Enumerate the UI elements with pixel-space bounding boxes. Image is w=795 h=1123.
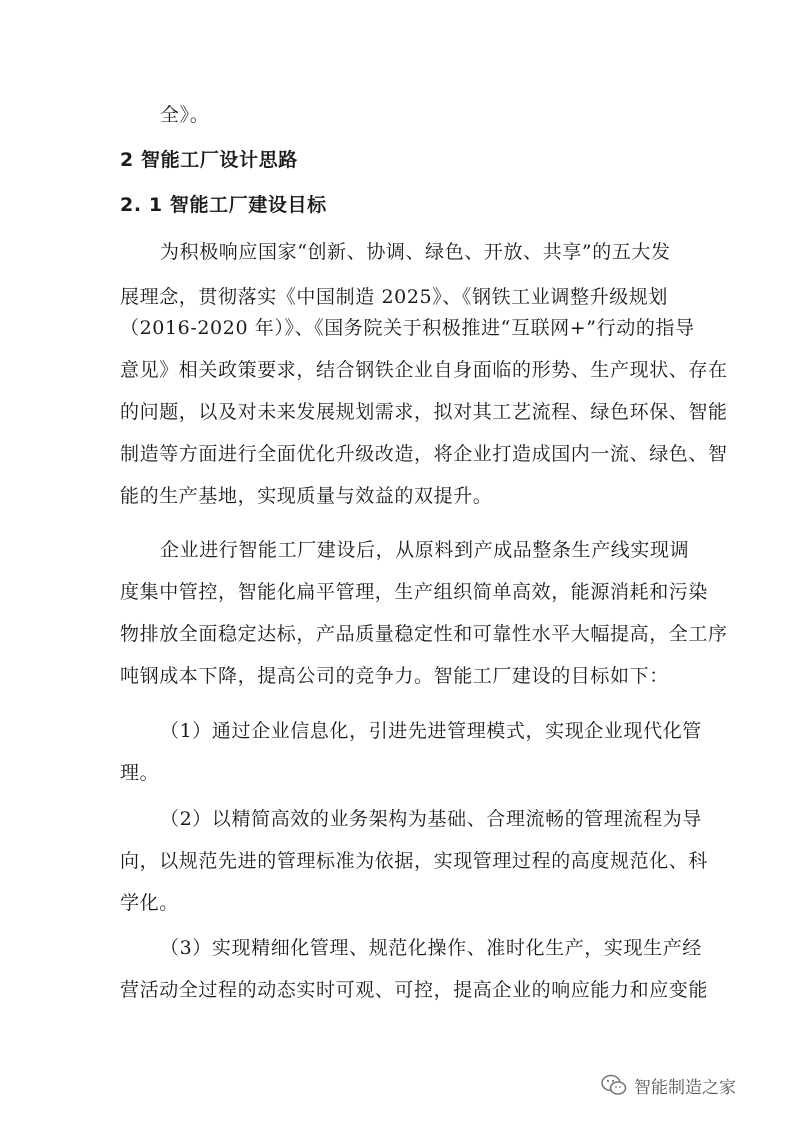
text-line: 制造等方面进行全面优化升级改造，将企业打造成国内一流、绿色、智 <box>120 443 728 465</box>
text-line: 营活动全过程的动态实时可观、可控，提高企业的响应能力和应变能 <box>120 979 709 1001</box>
text-line: 意见》相关政策要求，结合钢铁企业自身面临的形势、生产现状、存在 <box>120 359 728 381</box>
text-line: 展理念，贯彻落实《中国制造 2025》、《钢铁工业调整升级规划 <box>120 286 668 308</box>
text-line: 物排放全面稳定达标，产品质量稳定性和可靠性水平大幅提高，全工序 <box>120 623 728 645</box>
text-line: 的问题，以及对未来发展规划需求，拟对其工艺流程、绿色环保、智能 <box>120 401 728 423</box>
list-item: （2）以精简高效的业务架构为基础、合理流畅的管理流程为导 <box>160 808 702 830</box>
text-line: 能的生产基地，实现质量与效益的双提升。 <box>120 485 493 507</box>
text-line: 度集中管控，智能化扁平管理，生产组织简单高效，能源消耗和污染 <box>120 581 709 603</box>
text-line: （2016-2020 年）》、《国务院关于积极推进“互联网+”行动的指导 <box>120 317 695 339</box>
section-heading: 2 智能工厂设计思路 <box>120 149 298 171</box>
text-line: 企业进行智能工厂建设后，从原料到产成品整条生产线实现调 <box>160 539 690 561</box>
text-line: 为积极响应国家“创新、协调、绿色、开放、共享”的五大发 <box>160 241 671 263</box>
text-line: 向，以规范先进的管理标准为依据，实现管理过程的高度规范化、科 <box>120 850 709 872</box>
subsection-heading: 2. 1 智能工厂建设目标 <box>120 194 327 216</box>
text-line: 全》。 <box>160 104 210 126</box>
text-line: 理。 <box>120 762 160 784</box>
text-line: 吨钢成本下降，提高公司的竞争力。智能工厂建设的目标如下： <box>120 665 669 687</box>
text-line: 学化。 <box>120 892 179 914</box>
list-item: （1）通过企业信息化，引进先进管理模式，实现企业现代化管 <box>160 720 702 742</box>
watermark-text: 智能制造之家 <box>634 1077 736 1098</box>
list-item: （3）实现精细化管理、规范化操作、准时化生产，实现生产经 <box>160 937 702 959</box>
watermark <box>600 1070 736 1100</box>
wechat-icon <box>600 1073 628 1097</box>
